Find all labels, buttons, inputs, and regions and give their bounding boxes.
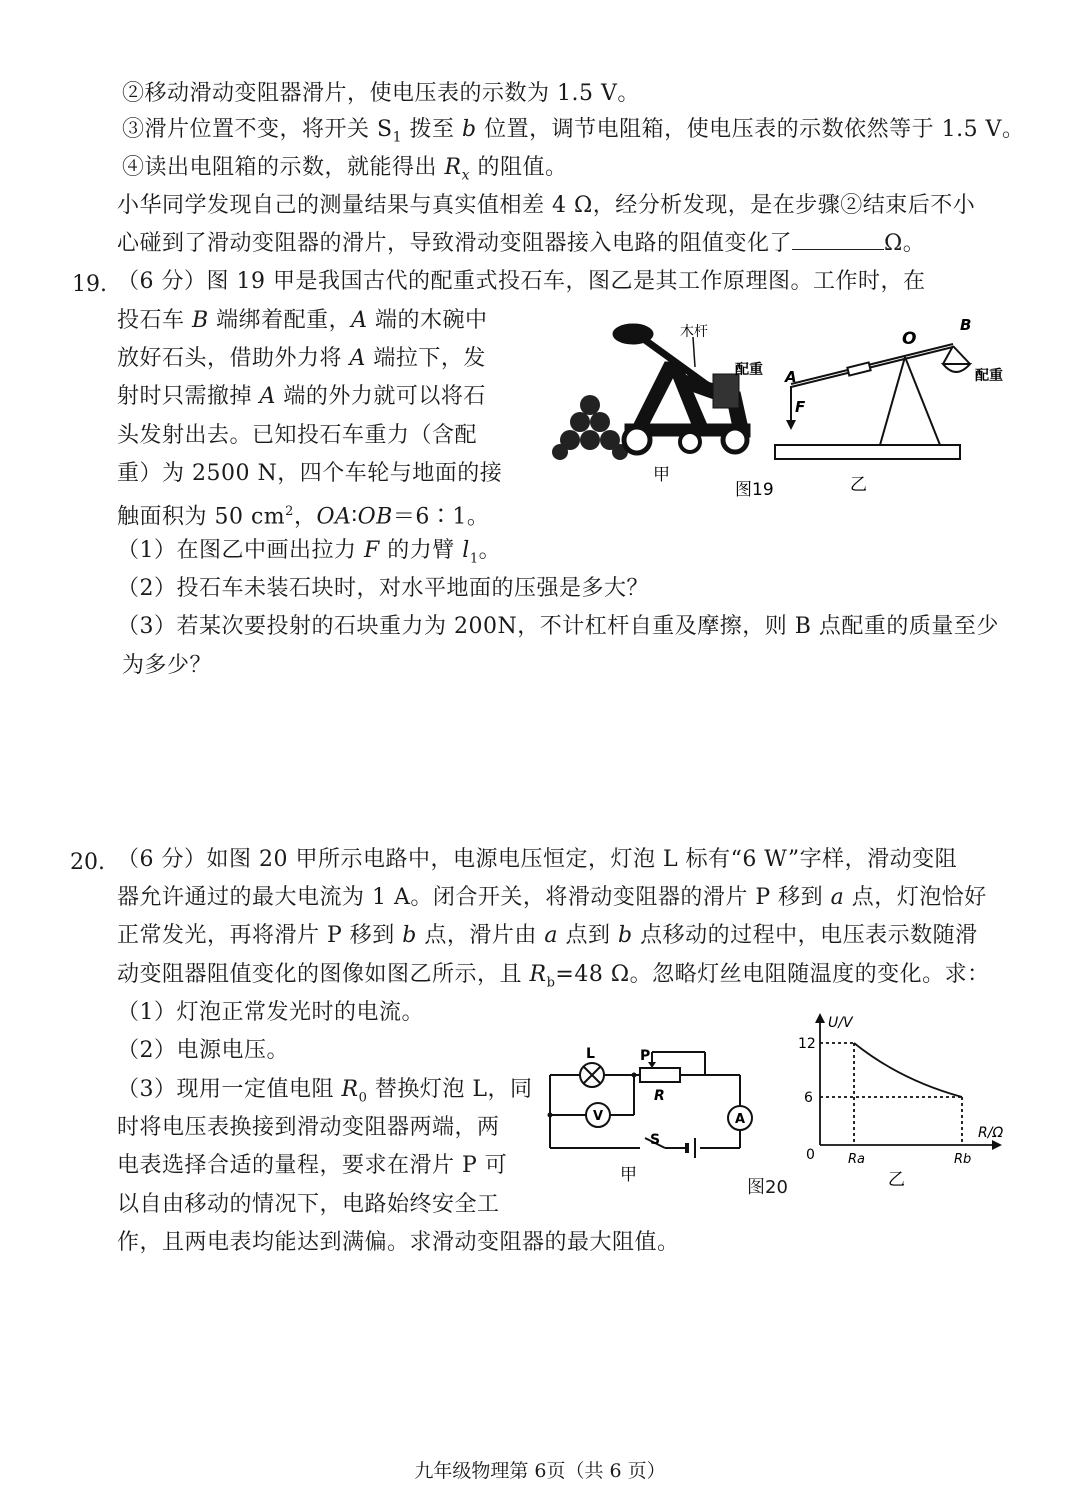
- junction-dot: [632, 1073, 637, 1078]
- label-yi-20: 乙: [888, 1170, 905, 1190]
- q19-number: 19.: [72, 272, 107, 297]
- label-O: O: [902, 329, 917, 349]
- q19-sub1: （1）在图乙中画出拉力 F 的力臂 $l_1$。: [117, 538, 502, 567]
- x-tick-Rb: Rb: [954, 1152, 972, 1167]
- q19-sub3-cont: 为多少？: [122, 653, 213, 678]
- page-footer: 九年级物理第 6页（共 6 页）: [414, 1460, 666, 1482]
- catapult-illustration: [613, 324, 750, 453]
- ammeter-symbol: A: [735, 1112, 746, 1127]
- label-F: F: [795, 398, 806, 416]
- label-A: A: [785, 368, 797, 386]
- q18-step4: ④读出电阻箱的示数，就能得出 $R_x$ 的阻值。: [122, 155, 568, 184]
- q20-line4: 动变阻器阻值变化的图像如图乙所示，且 $R_b=48$ Ω。忽略灯丝电阻随温度的变化。求：: [117, 962, 990, 991]
- origin-label: 0: [806, 1147, 815, 1163]
- x-axis-label: R/Ω: [978, 1125, 1004, 1141]
- x-tick-Ra: Ra: [848, 1152, 865, 1167]
- q20-number: 20.: [70, 850, 105, 875]
- q20-sub3-l4: 以自由移动的情况下，电路始终安全工: [117, 1192, 500, 1217]
- circuit-diagram: [540, 1040, 770, 1190]
- label-jia-19: 甲: [653, 465, 670, 485]
- q19-line1: 投石车 B 端绑着配重，A 端的木碗中: [117, 308, 488, 333]
- q18-para1: 小华同学发现自己的测量结果与真实值相差 4 Ω，经分析发现，是在步骤②结束后不小: [117, 193, 976, 218]
- q19-line4: 头发射出去。已知投石车重力（含配: [117, 423, 478, 448]
- q19-line5: 重）为 2500 N，四个车轮与地面的接: [117, 461, 503, 486]
- q20-sub3-l1: （3）现用一定值电阻 $R_0$ 替换灯泡 L，同: [117, 1077, 533, 1106]
- label-jia-20: 甲: [620, 1165, 637, 1185]
- q20-sub3-l5: 作，且两电表均能达到满偏。求滑动变阻器的最大阻值。: [117, 1230, 680, 1255]
- x-axis-arrow: [992, 1140, 1002, 1150]
- q20-line2: 器允许通过的最大电流为 1 A。闭合开关，将滑动变阻器的滑片 P 移到 a 点，灯泡恰好: [117, 885, 987, 910]
- q18-para2: 心碰到了滑动变阻器的滑片，导致滑动变阻器接入电路的阻值变化了 Ω。: [117, 231, 926, 256]
- label-B: B: [960, 316, 972, 334]
- voltmeter-symbol: V: [593, 1109, 604, 1124]
- voltage-graph: [790, 1005, 1015, 1190]
- caption-fig20: 图20: [747, 1177, 788, 1198]
- q20-sub3-l2: 时将电压表换接到滑动变阻器两端，两: [117, 1115, 500, 1140]
- q19-line2: 放好石头，借助外力将 A 端拉下，发: [117, 346, 486, 371]
- answer-blank[interactable]: [792, 231, 884, 250]
- q20-sub2: （2）电源电压。: [117, 1038, 289, 1063]
- junction-dot: [548, 1113, 553, 1118]
- q20-line1: （6 分）如图 20 甲所示电路中，电源电压恒定，灯泡 L 标有“6 W”字样，滑动变阻: [117, 847, 958, 872]
- q20-sub3-l3: 电表选择合适的量程，要求在滑片 P 可: [117, 1153, 508, 1178]
- q19-sub3: （3）若某次要投射的石块重力为 200N，不计杠杆自重及摩擦，则 B 点配重的质量至少: [117, 614, 999, 639]
- q19-line3: 射时只需撤掉 A 端的外力就可以将石: [117, 384, 486, 409]
- y-axis-arrow: [815, 1013, 825, 1023]
- q19-intro: （6 分）图 19 甲是我国古代的配重式投石车，图乙是其工作原理图。工作时，在: [117, 269, 926, 294]
- label-lamp: L: [586, 1046, 595, 1062]
- q19-sub2: （2）投石车未装石块时，对水平地面的压强是多大？: [117, 576, 649, 601]
- y-axis-label: U/V: [828, 1015, 853, 1031]
- q19-line6: 触面积为 50 $cm^2$，OA∶OB＝6∶1。: [117, 504, 490, 530]
- label-counterweight-right: 配重: [975, 368, 1003, 384]
- label-rheostat-R: R: [654, 1088, 665, 1104]
- force-arrow-head: [786, 420, 796, 430]
- figure-19: [545, 312, 1015, 512]
- label-counterweight-left: 配重: [735, 362, 763, 378]
- label-slider-P: P: [640, 1048, 651, 1064]
- label-switch-S: S: [650, 1132, 661, 1148]
- stone-pile: [552, 395, 628, 460]
- label-yi-19: 乙: [850, 475, 867, 495]
- y-tick-12: 12: [798, 1036, 816, 1052]
- y-tick-6: 6: [804, 1090, 813, 1106]
- q18-step2: ②移动滑动变阻器滑片，使电压表的示数为 1.5 V。: [122, 81, 640, 106]
- caption-fig19: 图19: [735, 480, 774, 500]
- q20-sub1: （1）灯泡正常发光时的电流。: [117, 1000, 424, 1025]
- label-wood-beam: 木杆: [680, 324, 708, 340]
- q20-line3: 正常发光，再将滑片 P 移到 b 点，滑片由 a 点到 b 点移动的过程中，电压表示数随滑: [117, 923, 978, 948]
- q18-step3: ③滑片位置不变，将开关 $S_1$ 拨至 b 位置，调节电阻箱，使电压表的示数依然等于 1.5 V。: [122, 117, 1025, 146]
